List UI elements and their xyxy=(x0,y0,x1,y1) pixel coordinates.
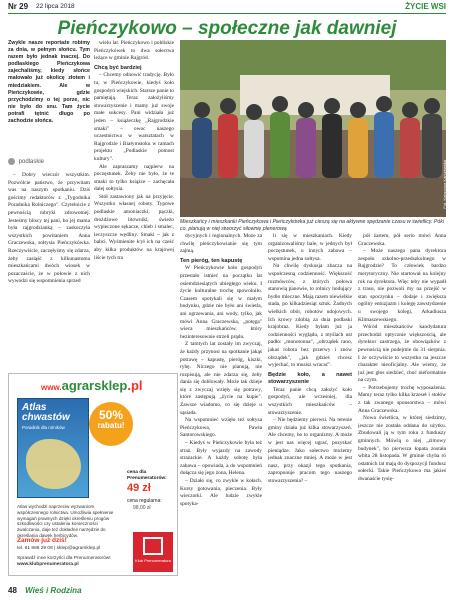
regular-price: 98,00 zł xyxy=(133,505,151,511)
price-caption: cena dla Prenumeratorów: xyxy=(127,470,167,481)
paragraph: Ale zapraszamy najpierw na poczęstunek. Żeby nie było, że te smaki to tylko książce – zachęcała dalej sołtysia. xyxy=(94,163,174,193)
order-cta[interactable]: Zamów już dziś! xyxy=(17,537,67,544)
shop-url[interactable] xyxy=(41,378,143,393)
paragraph: wielu lat. Pieńczykowo i pobliskie Pieńczykówek to dwa sołectwa leżące w gminie Rajgród. xyxy=(94,40,174,62)
paragraph: W Pieńczykowie koło gospodyń przestało istnieć na początku lat osiemdziesiątych ubiegłego wieku. I życie kulturalne trochę spowolniło. Czasem spotykali się w małym budynku, gdzie nie było ani świetla, ani ogrzewania, ani wody, tylko, jak mówi Anna Graczewska, „potęga" wieca mieszkańców, który bezinteresownie strzeli prądu. xyxy=(180,265,262,340)
paragraph: – Nie będziemy pierwsi. Na terenie gminy działa już kilka stowarzyszeń. Ale chcemy, bo to organizmy. A może w jest nas więcej ugrać, pozyskać pieniądze. Jako sołectwo możemy jednak znaczne mniej. A może w jest nasz, przy okazji tego spotkania, zaproponuje pracom tego naszego stowarzyszenia? – xyxy=(268,417,352,484)
paragraph: – Może naszego pana dyrektora zespołu szkolno-przedszkolnego w Rajgrodzie? To człowiek bardzo merytoryczny. Nie startował na kolejny rok na dyrektora. Więc teby nie wypadł z trasu, nie pozwoli my na przejść w stan spoczynku – dodaje i zwiększa ogólny entuzjazm i kolegę zawstydzenie u swojego kolegi, Arkadiusza Klimaszewskiego. xyxy=(358,248,446,323)
article-column-5 xyxy=(358,233,446,583)
bookshop-advert[interactable] xyxy=(8,373,178,576)
club-logo-mark xyxy=(143,537,163,555)
paragraph: – Chcemy odnowić tradycję. Było tu, w Pieńczykowie, kiedyś koło gospodyń wiejskich. Starsze panie to pamiętają. Teraz założyliśmy stowarzyszenie i mamy już swoje małe sukcesy. Pani widziała już jeden – książeczkę „Rajgrodzkie smaki" – owoc naszego uczestnictwa w warsztatach w Rajgrodzie i Białymstoku w ramach projektu „Podlaskie pomost kultury". xyxy=(94,72,174,162)
club-logo-text: Klub Prenumeratora xyxy=(135,558,171,563)
subscriber-promo[interactable] xyxy=(17,556,127,568)
page-number: 48 xyxy=(8,586,17,595)
shop-url-suffix: .pl xyxy=(127,378,143,393)
paragraph: li się w mieszkaniach. Kiedy organizowaliśmy bale, w jednych był poczęstunek, u innych zabawa – wspomina jedna sołtysa. xyxy=(268,233,352,262)
article-lead xyxy=(8,40,90,156)
book-title: Atlas chwastów xyxy=(22,402,70,423)
regular-price-caption: cena regularna: xyxy=(127,498,162,504)
subheading: Ten pieróg, ten kapustę xyxy=(180,257,243,264)
article-column-2 xyxy=(94,40,174,370)
article-column-3 xyxy=(180,233,262,583)
paragraph: Nowa świetlica, w której siedzimy, jeszcze nie została oddana do użytku. Zbudowali ją w tym roku z funduszy gminnych. Mówią o niej „zimowy budynek", bo pierwsza łopata została wbita 28 listopada. W gminie chyba ró ostatnich lat mają do dyspozycji fundusz sołecki. Takie Pieńczykowo ma jakieś dwanaście tysię- xyxy=(358,415,446,482)
article-headline: Pieńczykowo – społeczne jak dawniej xyxy=(57,18,397,39)
paragraph: – Kiedyś w Pieńczykowie była też straż. Były wyjazdy na zawody strażackie. A każdy sobotę była zabawa – opowiada, a do wspomnień dołącza się jego żona, Helena. xyxy=(180,440,262,477)
book-cover xyxy=(17,398,89,498)
promo-line: Sprawdź inne korzyści dla Prenumeratorów! xyxy=(17,556,111,561)
discount-badge xyxy=(89,402,133,446)
paragraph: Stół zastawiony jak na przyjęcie. Wszystko własnej roboty. Typowe podlaskie amoniaczki, pączki, drożdżowe litowniki, świeżo wypieczone sękacze, chleb i smalec, leczyszcze wędliny. Smaki – jak z babci. Wyśmienite łcył ich na cześć aby kilka produktów na krajowej liście tych tra xyxy=(94,193,174,261)
lead-text: Zwykle nasze reportaże robimy za dnia, w pełnym słońcu. Tym razem było jednak inaczej. Do podlaskiego Pieńczykowa zajechaliśmy, kiedy słońce malowało już okolicę złotem i miedziakiem. Ale w Pieńczykowie, gdzie przychodzimy o tej porze, nic nie było do snu. Tam życie potrafi tętnić długo po zachodzie słońca. xyxy=(8,40,90,125)
article-column-1 xyxy=(8,172,90,372)
section-title: ŻYCIE WSI xyxy=(405,2,446,11)
magazine-title: Wieś i Rodzina xyxy=(25,586,82,595)
page-footer xyxy=(8,586,82,595)
paragraph: pół żartem, pół serio mówi Anna Graczewska. xyxy=(358,233,446,247)
page-header xyxy=(0,0,454,14)
club-logo xyxy=(133,532,173,572)
shop-url-main: agrarsklep xyxy=(61,378,128,393)
promo-url[interactable]: www.klubprenumeratora.pl xyxy=(17,562,79,567)
paragraph: – Potrzebujemy trochę wyposażenia. Mamy teraz tylko kilka krzeseł i stołów z tak zwanego sponsorstwa – mówi Anna Graczewska. xyxy=(358,384,446,414)
location-label: podlaskie xyxy=(18,159,45,166)
header-rule xyxy=(8,13,446,14)
photo-caption: Mieszkańcy i mieszkanki Pieńczykowa i Pieńczykówka już cieszą się na aktywne spędzanie czasu w świetlicy. Póki co, planują w niej stworzyć siłownię plenerową xyxy=(180,219,444,232)
paragraph: – Dobry wieczór wszystkim. Pozwólcie państwo, że przywitam was na naszym spotkaniu. Dziś gościmy redaktorów z „Tygodnika Poradnika Rolniczego". Czytelnicie z pewnością rubryki zdrowotnej. Jesteśmy bliscy tej pani, bo jej mama była rajgrodzianką – zaskoczyła wszystkich powitaniem Anna Graczewska, sołtysia Pieńczykówka. Rzeczywiście, zaczęłyśmy się zdarza, żeby zasiąść z kilkunastoma mieszkańcami dwóch wiosek w pozaczaście, że w połowie z nich wywodzi się wspomnienia sprzed xyxy=(8,172,90,285)
shop-url-prefix: www. xyxy=(41,383,62,392)
map-illustration xyxy=(26,439,81,489)
issue-date: 22 lipca 2018 xyxy=(36,3,75,10)
location-icon xyxy=(8,158,15,165)
discount-percent: 50% xyxy=(98,408,124,422)
paragraph: – Działo się, co zwykle w kołach. Kursy gotowania, pieczenia. Były wieczorki. Ale ludzie zwykle spotyka- xyxy=(180,478,262,507)
article-column-4 xyxy=(268,233,352,583)
subscriber-price: 49 zł xyxy=(127,482,151,494)
paragraph: Z tamtych lat zostały im zwyczaj, że każdy przynosi na spotkanie jakąś potrawę – kapustę, pieróg, kiszki, rybę. Niczego nie planują, nie rozpisują, ale nie zdarza się, żeby dania się dublowały. Może tak dzieje się z zwyczaj wzięły się potrawy, które zastępują „życie na kupie". Zawsze wiadomo, co się dzieje u sąsiada. xyxy=(180,341,262,416)
paragraph: Na chwilę dyskusja zbacza na wspołczesną codzienność. Większość rozmówców, z których połowa stanowią panowie, to rolnicy hodujący bydło mleczne. Mają razem niewielkie stada, po kilkadziesiąt sztuk. Żadnych wielkich obór, robotów udojowych. Ich krowy zdobią za dnia podlaski krajobraz. Kiedy byłam już ja codzienności wyglądu, z myślach ust padło: „monotonna", „obrządek rano, jakaś robota bez przerwy i znów obrządek", „jak gdzieś chcesz wyjechać, to musisz wracać". xyxy=(268,263,352,369)
photo-credit: Fot. Katarzyna Karczewska xyxy=(442,160,447,209)
paragraph: Wśród mieszkańców kandydatura przechodzi optycznie większością, ale dyrektor zastrzega, że obowiązków z pewnością nie podejmie do 31 sierpnia. I że oczywiście to wszystko na jeszcze charakter nieoficjalny. Ale wiemy, że już jest głos siedzieć, choć nieformalnie na czym. xyxy=(358,324,446,384)
shop-contact[interactable]: tel. 61 886 29 08 | sklep@agrarsklep.pl xyxy=(17,546,101,551)
discount-label: rabatu! xyxy=(97,421,125,430)
paragraph: Na wspomnieć wzięło też sołtysa Pieńczykowa, Pawła Santorowskiego. xyxy=(180,417,262,439)
subheading: Chcą być bardziej xyxy=(94,64,142,71)
location-tag xyxy=(8,158,90,168)
paragraph: Teraz panie chcą założyć koło gospodyń, ale wcześniej, dla wszystkich mieszkańców – stowarzyszenie. xyxy=(268,386,352,416)
subheading: Będzie koło, a nawet stowarzyszenie xyxy=(268,371,352,386)
issue-number: Nr 29 xyxy=(8,2,29,11)
book-subtitle: Poradnik dla rolników xyxy=(22,425,65,430)
book-description: Atlas wychodzi naprzeciw wyzwaniom współczesnego rolnictwa. Umożliwia spełnienie wymagań prawnych dzięki określeniu progów szkodliwości czy ustaleniu konieczności zwalczania, daje też dokładne narzędzie do określania dawek herbicydów. xyxy=(17,504,114,538)
group-photo xyxy=(180,40,446,217)
paragraph: dycyjnych i regionalnych. Może za chwilę pieńczykowianie się tym zajmą. xyxy=(180,233,262,255)
